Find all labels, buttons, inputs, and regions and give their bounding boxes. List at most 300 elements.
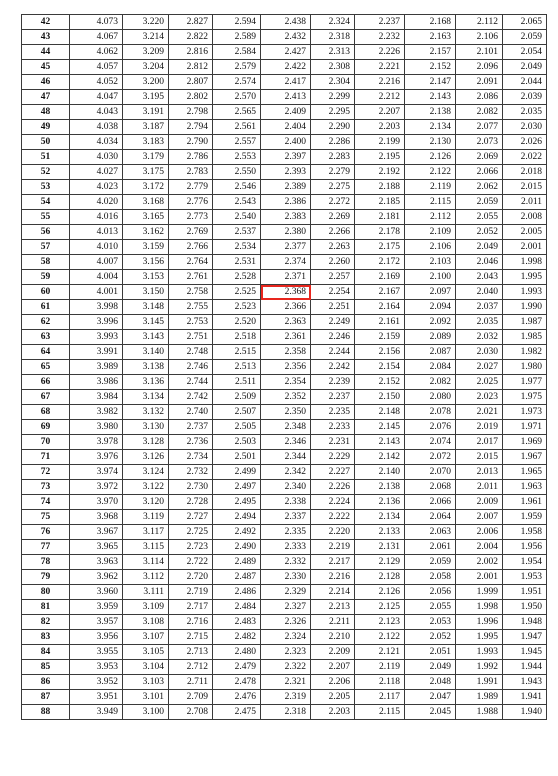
table-cell: 1.950	[503, 600, 547, 615]
table-cell: 2.178	[355, 225, 405, 240]
table-cell: 2.106	[405, 240, 456, 255]
table-cell: 2.350	[261, 405, 311, 420]
table-cell: 2.295	[311, 105, 355, 120]
table-cell: 1.990	[503, 300, 547, 315]
table-cell: 2.175	[355, 240, 405, 255]
table-row	[22, 45, 547, 60]
table-cell: 2.035	[503, 105, 547, 120]
table-cell: 2.044	[503, 75, 547, 90]
table-cell: 3.183	[123, 135, 169, 150]
table-cell: 2.574	[213, 75, 261, 90]
table-cell: 2.123	[355, 615, 405, 630]
table-cell: 2.109	[405, 225, 456, 240]
table-cell: 2.299	[311, 90, 355, 105]
table-row	[22, 90, 547, 105]
table-cell: 3.119	[123, 510, 169, 525]
table-cell: 2.192	[355, 165, 405, 180]
table-cell: 3.111	[123, 585, 169, 600]
table-cell: 2.052	[405, 630, 456, 645]
row-df-label: 64	[22, 345, 70, 360]
row-df-label: 62	[22, 315, 70, 330]
table-cell: 2.531	[213, 255, 261, 270]
table-cell: 3.136	[123, 375, 169, 390]
table-cell: 1.951	[503, 585, 547, 600]
table-cell: 2.203	[311, 705, 355, 720]
table-cell: 2.730	[169, 480, 213, 495]
table-cell: 2.497	[213, 480, 261, 495]
table-cell: 1.993	[503, 285, 547, 300]
table-cell: 2.736	[169, 435, 213, 450]
table-cell: 2.766	[169, 240, 213, 255]
table-cell: 2.758	[169, 285, 213, 300]
table-cell: 2.483	[213, 615, 261, 630]
table-cell: 2.304	[311, 75, 355, 90]
table-row	[22, 555, 547, 570]
table-cell: 2.055	[456, 210, 503, 225]
table-cell: 2.417	[261, 75, 311, 90]
table-cell: 2.066	[456, 165, 503, 180]
row-df-label: 73	[22, 480, 70, 495]
table-cell: 2.140	[355, 465, 405, 480]
table-cell: 2.346	[261, 435, 311, 450]
table-cell: 2.128	[355, 570, 405, 585]
table-cell: 2.009	[456, 495, 503, 510]
table-cell: 2.048	[405, 675, 456, 690]
table-cell: 2.715	[169, 630, 213, 645]
table-cell: 2.216	[355, 75, 405, 90]
table-cell: 3.974	[70, 465, 123, 480]
table-cell: 3.980	[70, 420, 123, 435]
row-df-label: 63	[22, 330, 70, 345]
table-cell: 3.162	[123, 225, 169, 240]
table-cell: 1.985	[503, 330, 547, 345]
table-cell: 2.342	[261, 465, 311, 480]
table-cell: 2.117	[355, 690, 405, 705]
table-cell: 1.975	[503, 390, 547, 405]
table-cell: 2.052	[456, 225, 503, 240]
table-cell: 4.016	[70, 210, 123, 225]
table-cell: 2.249	[311, 315, 355, 330]
row-df-label: 47	[22, 90, 70, 105]
table-row	[22, 375, 547, 390]
table-cell: 2.161	[355, 315, 405, 330]
table-cell: 3.996	[70, 315, 123, 330]
table-cell: 2.354	[261, 375, 311, 390]
table-cell: 1.961	[503, 495, 547, 510]
table-cell: 4.052	[70, 75, 123, 90]
table-cell: 2.553	[213, 150, 261, 165]
table-cell: 2.479	[213, 660, 261, 675]
table-cell: 3.130	[123, 420, 169, 435]
row-df-label: 59	[22, 270, 70, 285]
table-cell: 2.211	[311, 615, 355, 630]
table-cell: 2.783	[169, 165, 213, 180]
table-row	[22, 585, 547, 600]
table-cell: 2.720	[169, 570, 213, 585]
table-cell: 2.126	[355, 585, 405, 600]
table-row	[22, 285, 547, 300]
table-cell: 2.157	[405, 45, 456, 60]
table-cell: 3.126	[123, 450, 169, 465]
table-cell: 2.059	[503, 30, 547, 45]
table-cell: 4.057	[70, 60, 123, 75]
table-cell: 3.132	[123, 405, 169, 420]
table-cell: 2.503	[213, 435, 261, 450]
table-cell: 1.995	[456, 630, 503, 645]
table-row	[22, 390, 547, 405]
table-row	[22, 615, 547, 630]
table-row	[22, 165, 547, 180]
table-cell: 3.993	[70, 330, 123, 345]
table-cell: 2.509	[213, 390, 261, 405]
table-cell: 2.377	[261, 240, 311, 255]
table-cell: 2.101	[456, 45, 503, 60]
table-cell: 2.327	[261, 600, 311, 615]
table-row	[22, 360, 547, 375]
table-cell: 2.727	[169, 510, 213, 525]
table-cell: 2.279	[311, 165, 355, 180]
table-cell: 1.967	[503, 450, 547, 465]
table-cell: 2.802	[169, 90, 213, 105]
table-cell: 1.996	[456, 615, 503, 630]
row-df-label: 67	[22, 390, 70, 405]
table-cell: 2.438	[261, 15, 311, 30]
row-df-label: 44	[22, 45, 70, 60]
table-cell: 2.324	[261, 630, 311, 645]
table-cell: 2.143	[405, 90, 456, 105]
table-cell: 2.005	[503, 225, 547, 240]
row-df-label: 60	[22, 285, 70, 300]
table-cell: 2.290	[311, 120, 355, 135]
row-df-label: 80	[22, 585, 70, 600]
table-cell: 2.822	[169, 30, 213, 45]
table-cell: 2.827	[169, 15, 213, 30]
row-df-label: 79	[22, 570, 70, 585]
table-cell: 3.965	[70, 540, 123, 555]
table-cell: 1.958	[503, 525, 547, 540]
row-df-label: 88	[22, 705, 70, 720]
table-row	[22, 225, 547, 240]
table-cell: 2.283	[311, 150, 355, 165]
table-row	[22, 180, 547, 195]
table-cell: 2.056	[405, 585, 456, 600]
table-cell: 2.002	[456, 555, 503, 570]
row-df-label: 74	[22, 495, 70, 510]
table-cell: 2.722	[169, 555, 213, 570]
row-df-label: 66	[22, 375, 70, 390]
table-cell: 3.143	[123, 330, 169, 345]
table-cell: 2.246	[311, 330, 355, 345]
table-cell: 2.337	[261, 510, 311, 525]
table-cell: 2.723	[169, 540, 213, 555]
table-cell: 1.940	[503, 705, 547, 720]
table-cell: 1.947	[503, 630, 547, 645]
table-cell: 2.152	[405, 60, 456, 75]
row-df-label: 55	[22, 210, 70, 225]
row-df-label: 83	[22, 630, 70, 645]
table-cell: 2.753	[169, 315, 213, 330]
table-cell: 3.117	[123, 525, 169, 540]
table-row	[22, 300, 547, 315]
table-cell: 2.570	[213, 90, 261, 105]
table-cell: 2.074	[405, 435, 456, 450]
row-df-label: 45	[22, 60, 70, 75]
table-cell: 2.773	[169, 210, 213, 225]
table-cell: 2.330	[261, 570, 311, 585]
table-cell: 3.989	[70, 360, 123, 375]
row-df-label: 54	[22, 195, 70, 210]
table-row	[22, 570, 547, 585]
table-cell: 3.172	[123, 180, 169, 195]
table-cell: 2.023	[456, 390, 503, 405]
table-cell: 2.812	[169, 60, 213, 75]
table-cell: 2.019	[456, 420, 503, 435]
table-cell: 1.993	[456, 645, 503, 660]
table-cell: 2.231	[311, 435, 355, 450]
table-row	[22, 150, 547, 165]
table-cell: 2.528	[213, 270, 261, 285]
table-cell: 2.487	[213, 570, 261, 585]
table-cell: 2.486	[213, 585, 261, 600]
table-cell: 2.213	[311, 600, 355, 615]
table-cell: 2.579	[213, 60, 261, 75]
table-cell: 2.725	[169, 525, 213, 540]
table-cell: 1.999	[456, 585, 503, 600]
table-cell: 1.944	[503, 660, 547, 675]
table-cell: 2.216	[311, 570, 355, 585]
table-cell: 2.122	[355, 630, 405, 645]
table-cell: 2.061	[405, 540, 456, 555]
table-cell: 2.217	[311, 555, 355, 570]
row-df-label: 48	[22, 105, 70, 120]
row-df-label: 85	[22, 660, 70, 675]
table-cell: 2.400	[261, 135, 311, 150]
table-cell: 2.094	[405, 300, 456, 315]
table-cell: 1.991	[456, 675, 503, 690]
table-cell: 3.204	[123, 60, 169, 75]
row-df-label: 61	[22, 300, 70, 315]
table-cell: 2.138	[405, 105, 456, 120]
table-cell: 2.154	[355, 360, 405, 375]
table-cell: 4.038	[70, 120, 123, 135]
row-df-label: 86	[22, 675, 70, 690]
table-cell: 2.007	[456, 510, 503, 525]
table-cell: 2.049	[503, 60, 547, 75]
table-cell: 2.257	[311, 270, 355, 285]
table-cell: 2.338	[261, 495, 311, 510]
table-cell: 4.034	[70, 135, 123, 150]
table-cell: 2.557	[213, 135, 261, 150]
table-cell: 3.124	[123, 465, 169, 480]
table-cell: 2.318	[261, 705, 311, 720]
table-cell: 2.584	[213, 45, 261, 60]
table-cell: 2.393	[261, 165, 311, 180]
table-cell: 3.209	[123, 45, 169, 60]
table-cell: 3.159	[123, 240, 169, 255]
table-cell: 1.954	[503, 555, 547, 570]
table-cell: 2.546	[213, 180, 261, 195]
table-cell: 2.816	[169, 45, 213, 60]
table-cell: 2.089	[405, 330, 456, 345]
table-cell: 3.179	[123, 150, 169, 165]
table-cell: 2.086	[456, 90, 503, 105]
table-row	[22, 525, 547, 540]
table-cell: 3.953	[70, 660, 123, 675]
table-cell: 2.142	[355, 450, 405, 465]
table-cell: 3.187	[123, 120, 169, 135]
table-cell: 3.115	[123, 540, 169, 555]
table-cell: 2.709	[169, 690, 213, 705]
table-cell: 2.087	[405, 345, 456, 360]
table-row	[22, 315, 547, 330]
table-cell: 2.015	[503, 180, 547, 195]
table-cell: 2.103	[405, 255, 456, 270]
table-cell: 3.103	[123, 675, 169, 690]
table-cell: 2.122	[405, 165, 456, 180]
table-cell: 2.482	[213, 630, 261, 645]
table-cell: 2.737	[169, 420, 213, 435]
table-cell: 2.537	[213, 225, 261, 240]
table-cell: 3.156	[123, 255, 169, 270]
table-cell: 2.520	[213, 315, 261, 330]
table-cell: 2.150	[355, 390, 405, 405]
table-cell: 2.540	[213, 210, 261, 225]
table-cell: 2.275	[311, 180, 355, 195]
table-row	[22, 675, 547, 690]
table-cell: 2.070	[405, 465, 456, 480]
table-cell: 2.484	[213, 600, 261, 615]
table-cell: 2.136	[355, 495, 405, 510]
row-df-label: 43	[22, 30, 70, 45]
table-cell: 3.214	[123, 30, 169, 45]
table-cell: 3.140	[123, 345, 169, 360]
table-cell: 2.322	[261, 660, 311, 675]
table-row	[22, 15, 547, 30]
table-cell: 1.971	[503, 420, 547, 435]
table-cell: 2.742	[169, 390, 213, 405]
table-cell: 2.323	[261, 645, 311, 660]
table-cell: 1.989	[456, 690, 503, 705]
table-cell: 2.717	[169, 600, 213, 615]
row-df-label: 52	[22, 165, 70, 180]
table-cell: 2.059	[405, 555, 456, 570]
table-cell: 2.269	[311, 210, 355, 225]
table-cell: 2.082	[405, 375, 456, 390]
row-df-label: 53	[22, 180, 70, 195]
table-cell: 1.969	[503, 435, 547, 450]
table-cell: 2.237	[355, 15, 405, 30]
table-cell: 4.062	[70, 45, 123, 60]
table-cell: 2.513	[213, 360, 261, 375]
table-cell: 2.313	[311, 45, 355, 60]
table-cell: 2.746	[169, 360, 213, 375]
row-df-label: 78	[22, 555, 70, 570]
table-cell: 2.008	[503, 210, 547, 225]
table-cell: 2.025	[456, 375, 503, 390]
table-cell: 2.748	[169, 345, 213, 360]
row-df-label: 72	[22, 465, 70, 480]
table-cell: 2.239	[311, 375, 355, 390]
table-cell: 2.523	[213, 300, 261, 315]
table-row	[22, 240, 547, 255]
table-cell: 2.708	[169, 705, 213, 720]
table-cell: 2.755	[169, 300, 213, 315]
table-cell: 2.525	[213, 285, 261, 300]
table-cell: 2.511	[213, 375, 261, 390]
table-cell: 2.260	[311, 255, 355, 270]
table-cell: 2.164	[355, 300, 405, 315]
table-cell: 2.006	[456, 525, 503, 540]
table-cell: 4.013	[70, 225, 123, 240]
table-cell: 4.047	[70, 90, 123, 105]
table-cell: 3.100	[123, 705, 169, 720]
table-cell: 2.807	[169, 75, 213, 90]
table-cell: 2.751	[169, 330, 213, 345]
row-df-label: 77	[22, 540, 70, 555]
table-cell: 2.744	[169, 375, 213, 390]
table-row	[22, 405, 547, 420]
table-cell: 2.716	[169, 615, 213, 630]
table-cell: 2.037	[456, 300, 503, 315]
table-cell: 2.207	[355, 105, 405, 120]
table-cell: 2.199	[355, 135, 405, 150]
table-cell: 2.794	[169, 120, 213, 135]
table-cell: 3.957	[70, 615, 123, 630]
table-row	[22, 270, 547, 285]
table-cell: 2.476	[213, 690, 261, 705]
table-cell: 1.943	[503, 675, 547, 690]
table-cell: 1.941	[503, 690, 547, 705]
table-cell: 2.138	[355, 480, 405, 495]
table-cell: 2.594	[213, 15, 261, 30]
table-row	[22, 210, 547, 225]
table-cell: 3.991	[70, 345, 123, 360]
table-cell: 2.790	[169, 135, 213, 150]
table-cell: 2.324	[311, 15, 355, 30]
table-row	[22, 645, 547, 660]
table-cell: 2.776	[169, 195, 213, 210]
table-cell: 2.119	[355, 660, 405, 675]
table-cell: 2.143	[355, 435, 405, 450]
table-cell: 2.358	[261, 345, 311, 360]
table-row	[22, 480, 547, 495]
table-cell: 2.366	[261, 300, 311, 315]
table-cell: 3.120	[123, 495, 169, 510]
table-cell: 2.237	[311, 390, 355, 405]
table-cell: 2.049	[456, 240, 503, 255]
row-df-label: 46	[22, 75, 70, 90]
table-cell: 2.224	[311, 495, 355, 510]
table-cell: 3.962	[70, 570, 123, 585]
table-cell: 2.043	[456, 270, 503, 285]
table-cell: 2.326	[261, 615, 311, 630]
table-cell: 3.145	[123, 315, 169, 330]
table-cell: 2.134	[355, 510, 405, 525]
table-row	[22, 75, 547, 90]
table-cell: 2.082	[456, 105, 503, 120]
table-cell: 2.049	[405, 660, 456, 675]
table-row	[22, 120, 547, 135]
table-cell: 2.112	[405, 210, 456, 225]
table-cell: 3.978	[70, 435, 123, 450]
table-cell: 3.986	[70, 375, 123, 390]
table-row	[22, 30, 547, 45]
table-cell: 2.214	[311, 585, 355, 600]
table-cell: 2.565	[213, 105, 261, 120]
table-cell: 2.226	[311, 480, 355, 495]
table-cell: 2.244	[311, 345, 355, 360]
table-cell: 2.515	[213, 345, 261, 360]
